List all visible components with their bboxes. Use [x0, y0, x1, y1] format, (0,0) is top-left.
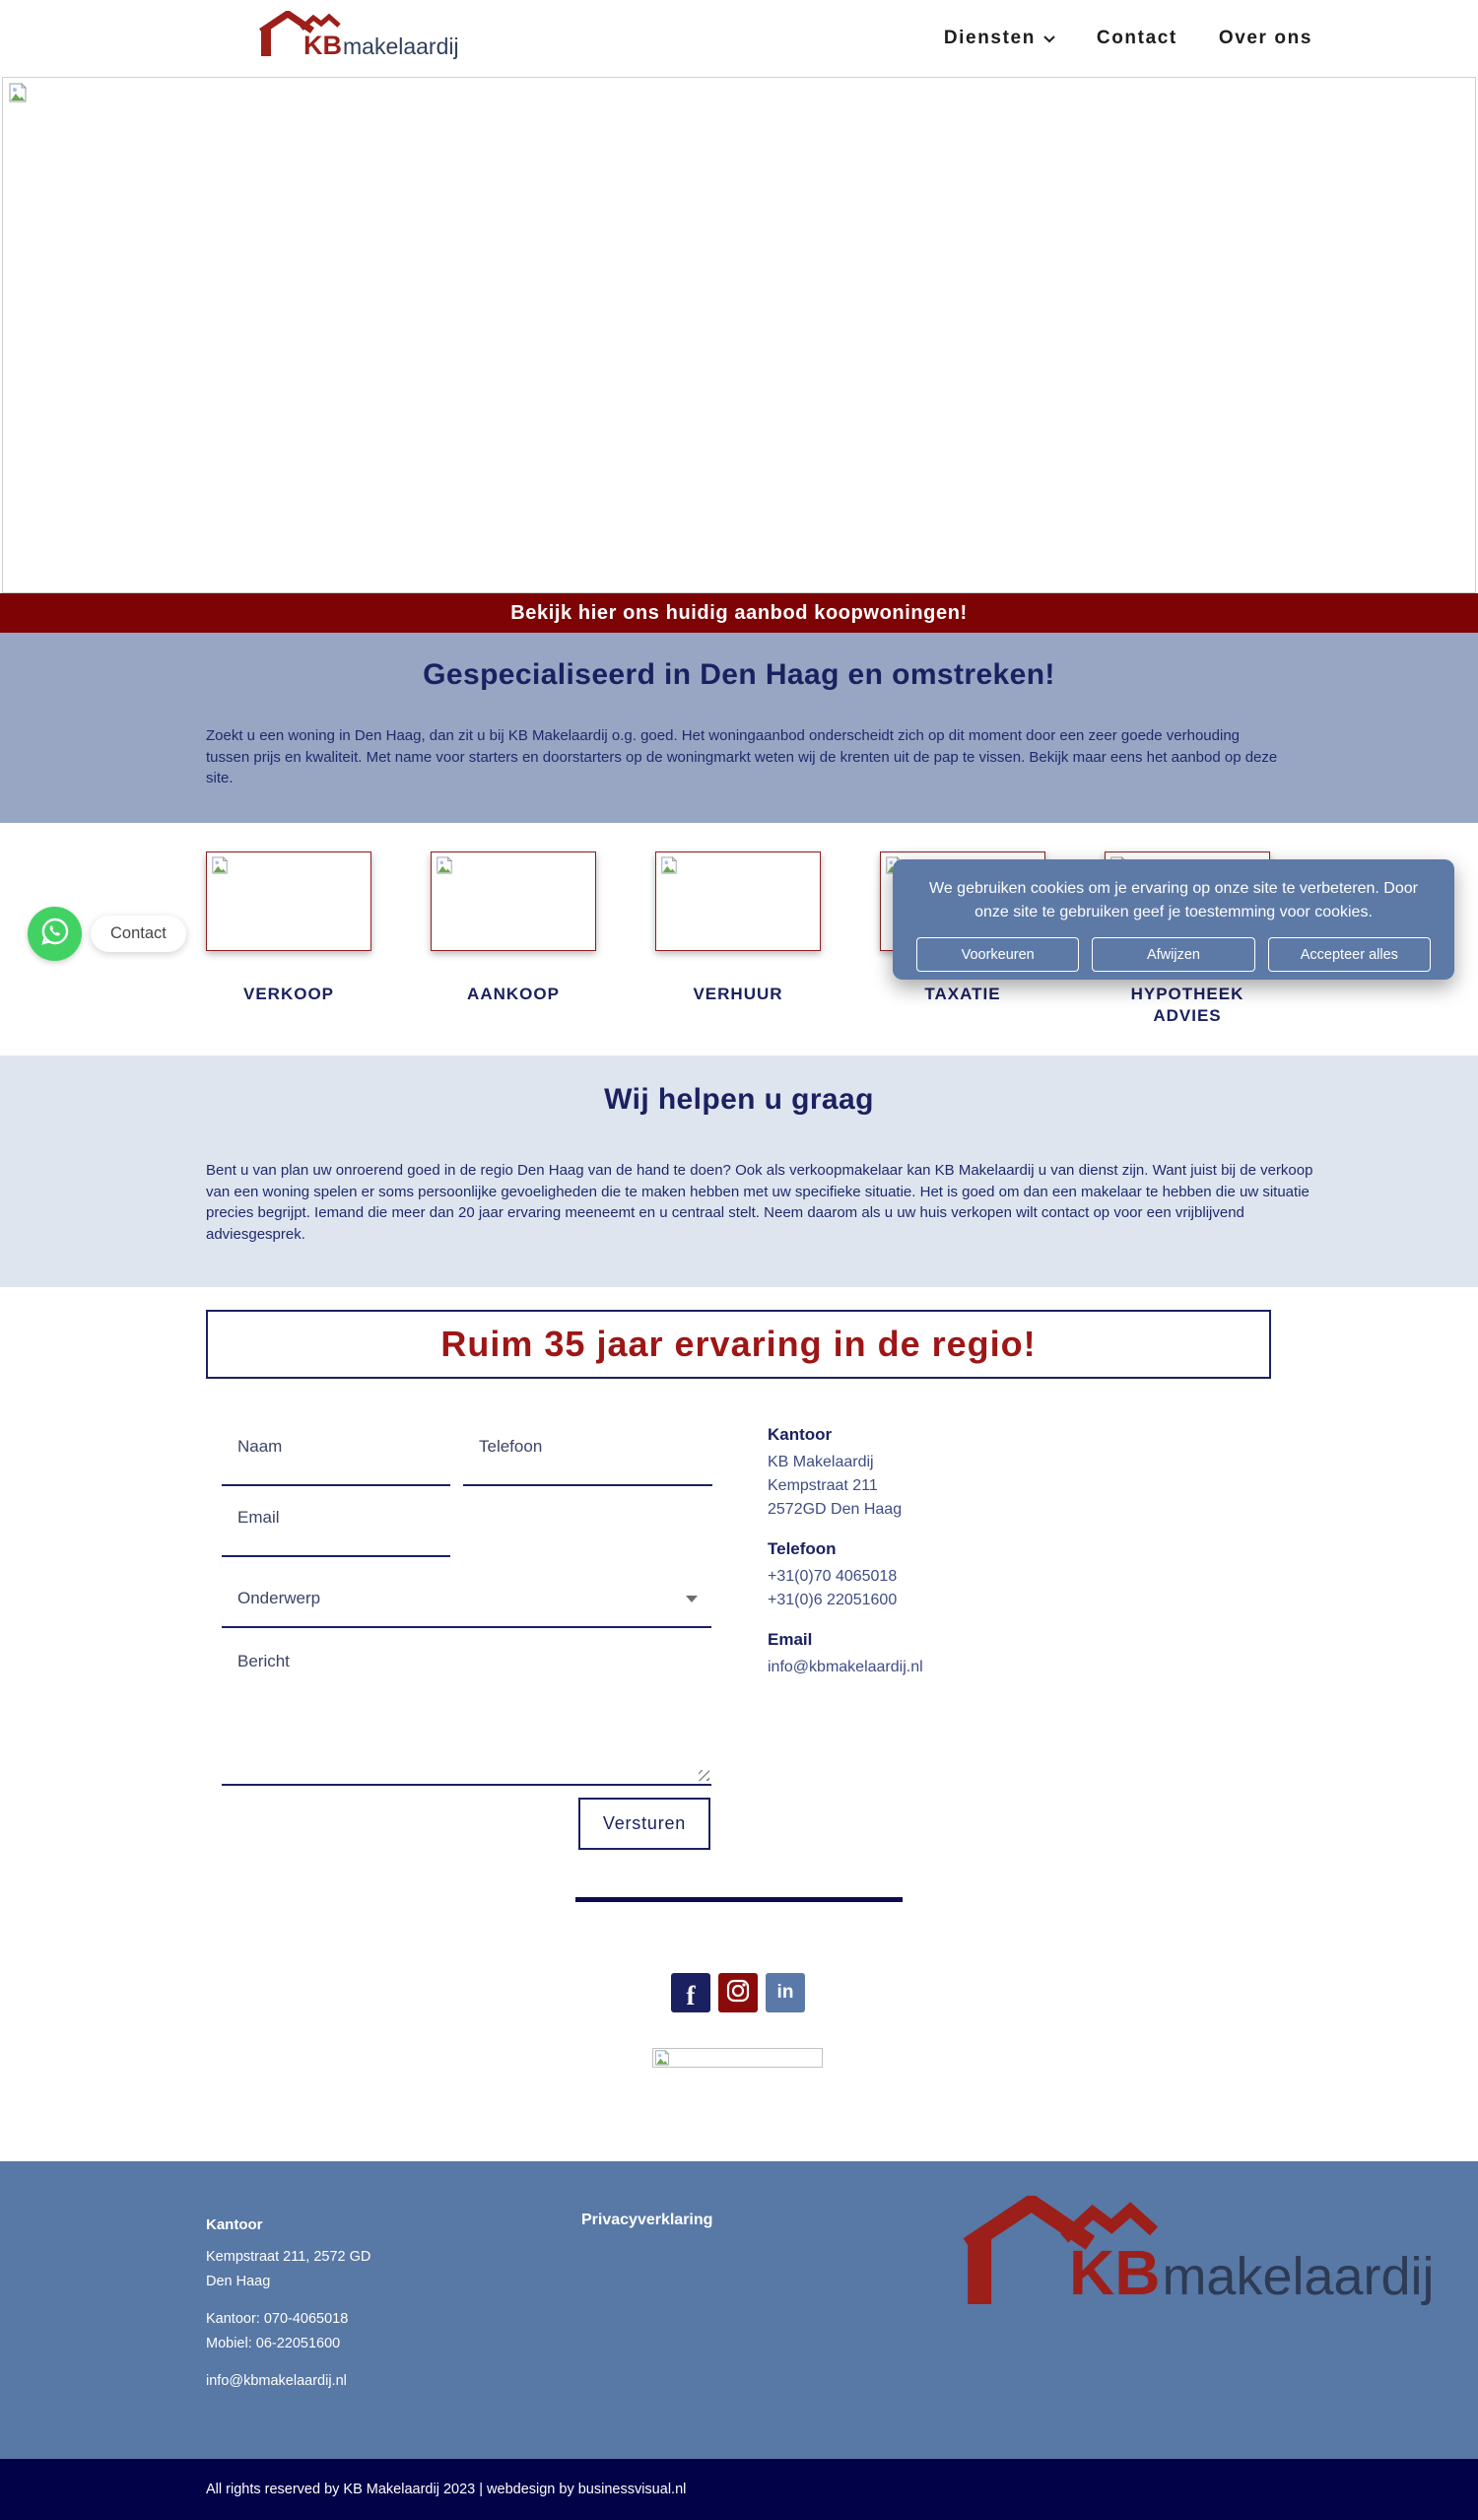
service-label-verhuur[interactable]: VERHUUR — [693, 985, 783, 1003]
whatsapp-contact-label: Contact — [110, 924, 167, 942]
onderwerp-select-label: Onderwerp — [237, 1589, 321, 1607]
broken-image-icon — [654, 2050, 670, 2071]
footer-phone2: Mobiel: 06-22051600 — [206, 2335, 341, 2351]
naam-input[interactable] — [222, 1431, 450, 1484]
whatsapp-button[interactable] — [28, 907, 82, 961]
service-image-aankoop[interactable] — [431, 851, 596, 951]
service-image-verkoop[interactable] — [206, 851, 371, 951]
logo-rest-text: makelaardij — [343, 34, 459, 59]
partner-logo-placeholder[interactable] — [652, 2048, 823, 2068]
contact-company: KB Makelaardij — [768, 1454, 874, 1470]
footer-address1: Kempstraat 211, 2572 GD — [206, 2249, 371, 2265]
nav-contact-label: Contact — [1096, 28, 1177, 48]
dropdown-arrow-icon — [686, 1596, 698, 1602]
email-field-wrap — [222, 1502, 450, 1557]
cookie-voorkeuren-button[interactable]: Voorkeuren — [916, 937, 1079, 972]
privacy-link[interactable]: Privacyverklaring — [581, 2212, 713, 2228]
footer — [0, 2161, 1478, 2459]
naam-field-wrap — [222, 1431, 450, 1486]
onderwerp-select[interactable] — [222, 1569, 711, 1628]
hero-image-placeholder — [2, 77, 1476, 593]
whatsapp-icon — [39, 916, 71, 952]
cookie-buttons — [916, 937, 1431, 972]
cookie-banner — [893, 859, 1454, 980]
footer-address-block — [206, 2216, 370, 2394]
contact-telefoon-label: Telefoon — [768, 1539, 837, 1558]
broken-image-icon — [8, 83, 28, 107]
cookie-message-line2: onze site te gebruiken geef je toestemming voor cookies. — [974, 904, 1373, 920]
aanbod-banner-link[interactable] — [0, 593, 1478, 633]
contact-phone1: +31(0)70 4065018 — [768, 1568, 898, 1585]
service-image-verhuur[interactable] — [655, 851, 821, 951]
service-label-hypotheek[interactable]: HYPOTHEEK ADVIES — [1130, 985, 1244, 1025]
header — [0, 0, 1478, 77]
linkedin-icon: in — [776, 1982, 794, 2003]
facebook-button[interactable] — [671, 1973, 710, 2012]
facebook-icon: f — [686, 1980, 696, 2010]
linkedin-button[interactable] — [766, 1973, 805, 2012]
telefoon-input[interactable] — [463, 1431, 712, 1484]
instagram-button[interactable] — [718, 1973, 758, 2012]
resize-handle-icon[interactable] — [699, 1770, 709, 1781]
broken-image-icon — [436, 856, 453, 879]
broken-image-icon — [660, 856, 678, 879]
section-divider — [575, 1897, 903, 1902]
footer-logo — [961, 2201, 1435, 2309]
contact-city: 2572GD Den Haag — [768, 1501, 903, 1518]
bericht-field-wrap — [222, 1636, 711, 1786]
footer-logo-rest-text: makelaardij — [1162, 2247, 1435, 2306]
logo[interactable] — [258, 16, 459, 61]
footer-kantoor-label: Kantoor — [206, 2216, 263, 2233]
nav-item-over-ons[interactable] — [1219, 28, 1312, 49]
cookie-afwijzen-button[interactable]: Afwijzen — [1092, 937, 1254, 972]
house-roof-icon — [258, 11, 349, 61]
help-section — [0, 1056, 1478, 1287]
help-paragraph: Bent u van plan uw onroerend goed in de regio Den Haag van de hand te doen? Ook als verkoopmakelaar kan KB Makelaardij u van dienst zijn. Want juist bij de verkoop van een woning spelen er soms persoonlijke gevoeligheden die te maken hebben met uw specifieke situatie. Het is goed om dan een makelaar te hebben die uw situatie precies begrijpt. Iemand die meer dan 20 jaar ervaring meeneemt en u centraal stelt. Neem daarom als u uw huis verkopen wilt contact op voor een vrijblijvend adviesgesprek. — [206, 1162, 1313, 1243]
bericht-textarea[interactable] — [222, 1636, 711, 1784]
intro-title: Gespecialiseerd in Den Haag en omstreken! — [423, 658, 1055, 691]
contact-email: info@kbmakelaardij.nl — [768, 1659, 923, 1675]
broken-image-icon — [211, 856, 229, 879]
footer-phone1: Kantoor: 070-4065018 — [206, 2311, 349, 2327]
telefoon-field-wrap — [463, 1431, 712, 1486]
help-title: Wij helpen u graag — [604, 1083, 874, 1116]
main-nav — [944, 0, 1312, 77]
intro-section — [0, 633, 1478, 823]
house-roof-icon — [961, 2196, 1177, 2309]
service-label-aankoop[interactable]: AANKOOP — [467, 985, 560, 1003]
experience-box — [206, 1310, 1271, 1379]
footer-email: info@kbmakelaardij.nl — [206, 2373, 347, 2389]
email-input[interactable] — [222, 1502, 450, 1555]
copyright-text: All rights reserved by KB Makelaardij 2023 | webdesign by businessvisual.nl — [206, 2482, 687, 2497]
experience-title: Ruim 35 jaar ervaring in de regio! — [440, 1324, 1037, 1364]
contact-street: Kempstraat 211 — [768, 1477, 878, 1494]
nav-over-ons-label: Over ons — [1218, 28, 1312, 48]
footer-logo-kb-text: KB — [1069, 2237, 1161, 2308]
versturen-button[interactable]: Versturen — [578, 1798, 710, 1850]
contact-phone2: +31(0)6 22051600 — [768, 1592, 898, 1608]
contact-info — [768, 1425, 1122, 1697]
footer-address2: Den Haag — [206, 2273, 271, 2289]
nav-diensten-label: Diensten — [943, 28, 1036, 48]
service-label-taxatie[interactable]: TAXATIE — [924, 985, 1001, 1003]
bottom-bar — [0, 2459, 1478, 2520]
intro-paragraph: Zoekt u een woning in Den Haag, dan zit u bij KB Makelaardij o.g. goed. Het woningaanbod onderscheidt zich op dit moment door een zeer goede verhouding tussen prijs en kwaliteit. Met name voor starters en doorstarters op de woningmarkt weten wij de krenten uit de pap te vissen. Bekijk maar eens het aanbod op deze site. — [206, 727, 1278, 786]
nav-item-diensten[interactable] — [944, 28, 1055, 49]
chevron-down-icon — [1043, 28, 1055, 49]
cookie-message-line1: We gebruiken cookies om je ervaring op onze site te verbeteren. Door — [929, 880, 1418, 897]
service-label-verkoop[interactable]: VERKOOP — [242, 985, 335, 1003]
nav-item-contact[interactable] — [1097, 28, 1177, 49]
contact-kantoor-label: Kantoor — [768, 1425, 833, 1444]
cookie-message — [916, 877, 1431, 924]
contact-email-label: Email — [768, 1630, 813, 1649]
aanbod-banner-text: Bekijk hier ons huidig aanbod koopwoningen! — [510, 601, 968, 624]
logo-kb-text: KB — [303, 31, 342, 60]
whatsapp-contact-pill[interactable] — [91, 916, 186, 952]
cookie-accepteer-button[interactable]: Accepteer alles — [1268, 937, 1431, 972]
instagram-icon — [726, 1979, 750, 2008]
